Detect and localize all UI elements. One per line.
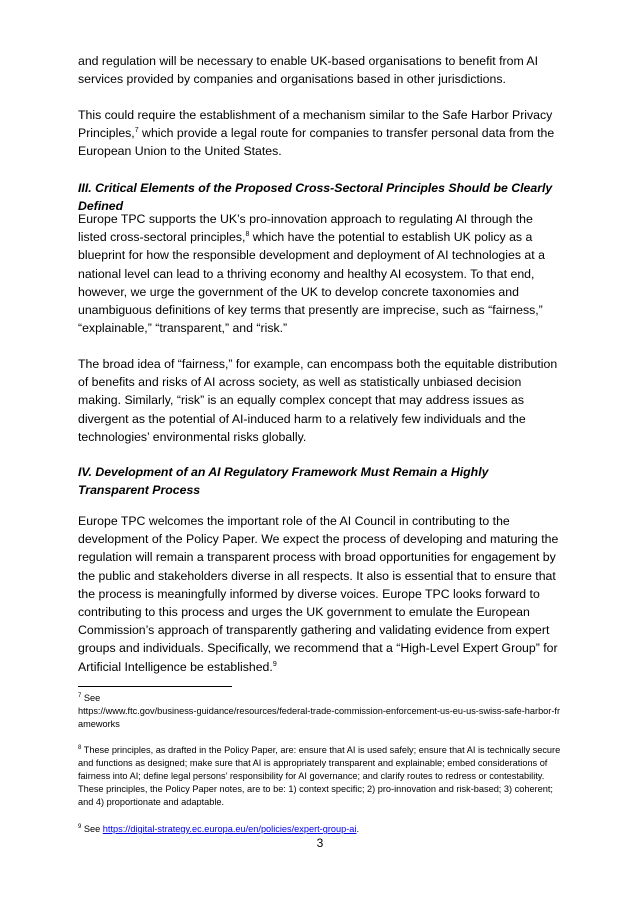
paragraph-fairness: [78, 355, 562, 446]
paragraph-safe-harbor: [78, 106, 562, 161]
section-heading-iv: IV. Development of an AI Regulatory Framework Must Remain a Highly Transparent Process: [78, 465, 489, 498]
paragraph-data-regulation: [78, 52, 562, 88]
footnote-see: See: [81, 693, 101, 703]
footnote-number: 7: [78, 692, 82, 699]
paragraph-text: This could require the establishment of a mechanism similar to the Safe Harbor Privacy Principles,: [78, 108, 553, 141]
expert-group-ai-link[interactable]: https://digital-strategy.ec.europa.eu/en/policies/expert-group-ai: [102, 824, 357, 834]
page-number: 3: [316, 836, 324, 850]
paragraph-text: which provide a legal route for companies to transfer personal data from the European Union to the United States.: [78, 126, 555, 159]
footnote-separator: [78, 686, 232, 687]
paragraph-text: The broad idea of “fairness,” for example, can encompass both the equitable distribution of benefits and risks of AI across society, as well as statistically unbiased decision making. Similarly, “risk” is an equally complex concept that may address issues as divergent as the potential of AI-induced harm to a relatively few individuals and the technologies’ environmental risks globally.: [78, 357, 558, 444]
footnote-ref-8[interactable]: 8: [245, 231, 250, 239]
paragraph-text: and regulation will be necessary to enable UK-based organisations to benefit from AI services provided by companies and organisations based in other jurisdictions.: [78, 54, 539, 87]
paragraph-text: which have the potential to establish UK policy as a blueprint for how the responsible development and deployment of AI technologies at a national level can lead to a thriving economy and healthy AI ecosystem. To that end, however, we urge the government of the UK to develop concrete taxonomies and unambiguous definitions of key terms that presently are imprecise, such as “fairness,” “explainable,” “transparent,” and “risk.”: [78, 230, 545, 336]
footnote-ref-7[interactable]: 7: [134, 127, 139, 135]
footnote-8: [78, 744, 564, 809]
footnote-period: .: [356, 824, 360, 834]
footnote-number: 9: [78, 823, 82, 830]
section-heading-iii: III. Critical Elements of the Proposed Cross-Sectoral Principles Should be Clearly Defined: [78, 181, 553, 214]
footnote-7: [78, 692, 564, 731]
footnote-see: See: [81, 824, 103, 834]
paragraph-text: Europe TPC welcomes the important role of the AI Council in contributing to the development of the Policy Paper. We expect the process of developing and maturing the regulation will remain a transparent process with broad opportunities for engagement by the public and stakeholders diverse in all respects. It also is essential that to ensure that the process is meaningfully informed by diverse voices. Europe TPC looks forward to contributing to this process and urges the UK government to emulate the European Commission’s approach of transparently gathering and validating evidence from expert groups and individuals. Specifically, we recommend that a “High-Level Expert Group” for Artificial Intelligence be established.: [78, 514, 559, 674]
paragraph-ai-council: [78, 512, 562, 676]
paragraph-pro-innovation: [78, 210, 562, 337]
footnote-7-url: https://www.ftc.gov/business-guidance/resources/federal-trade-commission-enforcement-us-eu-us-swiss-safe-harbor-frameworks: [78, 706, 561, 729]
footnote-ref-9[interactable]: 9: [272, 660, 277, 668]
paragraph-text: Europe TPC supports the UK’s pro-innovation approach to regulating AI through the listed cross-sectoral principles,: [78, 212, 533, 245]
footnote-8-text: These principles, as drafted in the Policy Paper, are: ensure that AI is used safely; ensure that AI is technically secure and functions as designed; make sure that AI is appropriately transparent and explainable; embed considerations of fairness into AI; define legal persons’ responsibility for AI governance; and clarify routes to redress or contestability. These principles, the Policy Paper notes, are to be: 1) context specific; 2) pro-innovation and risk-based; 3) coherent; and 4) proportionate and adaptable.: [78, 745, 561, 807]
footnote-number: 8: [78, 744, 82, 751]
